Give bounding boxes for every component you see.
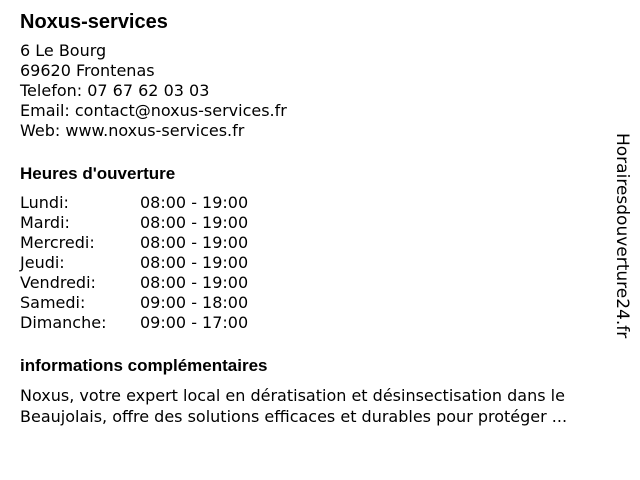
time-range: 08:00 - 19:00 [140, 253, 249, 272]
hours-row [20, 313, 600, 333]
time-range: 08:00 - 19:00 [140, 213, 249, 232]
time-range: 08:00 - 19:00 [140, 273, 249, 292]
hours-title: Heures d'ouverture [20, 164, 176, 183]
email-line: Email: contact@noxus-services.fr [20, 101, 287, 120]
day-label: Dimanche: [20, 313, 107, 332]
phone-line: Telefon: 07 67 62 03 03 [20, 81, 210, 100]
hours-row [20, 213, 600, 233]
hours-row [20, 293, 600, 313]
day-label: Lundi: [20, 193, 69, 212]
hours-row [20, 253, 600, 273]
day-label: Samedi: [20, 293, 86, 312]
web-line: Web: www.noxus-services.fr [20, 121, 245, 140]
day-label: Jeudi: [20, 253, 65, 272]
time-range: 09:00 - 18:00 [140, 293, 249, 312]
hours-list [20, 193, 600, 333]
hours-row [20, 193, 600, 213]
hours-row [20, 273, 600, 293]
business-name: Noxus-services [20, 11, 168, 33]
description [20, 385, 600, 427]
description-line-1: Noxus, votre expert local en dératisation et désinsectisation dans le [20, 386, 565, 405]
day-label: Mercredi: [20, 233, 95, 252]
hours-row [20, 233, 600, 253]
time-range: 08:00 - 19:00 [140, 193, 249, 212]
address-line-1: 6 Le Bourg [20, 41, 107, 60]
info-title: informations complémentaires [20, 356, 268, 375]
address-line-2: 69620 Frontenas [20, 61, 155, 80]
day-label: Vendredi: [20, 273, 96, 292]
description-line-2: Beaujolais, offre des solutions efficaces et durables pour protéger ... [20, 407, 568, 426]
day-label: Mardi: [20, 213, 70, 232]
time-range: 08:00 - 19:00 [140, 233, 249, 252]
business-card [20, 10, 600, 427]
time-range: 09:00 - 17:00 [140, 313, 249, 332]
site-watermark: Horairesdouverture24.fr [612, 133, 632, 339]
